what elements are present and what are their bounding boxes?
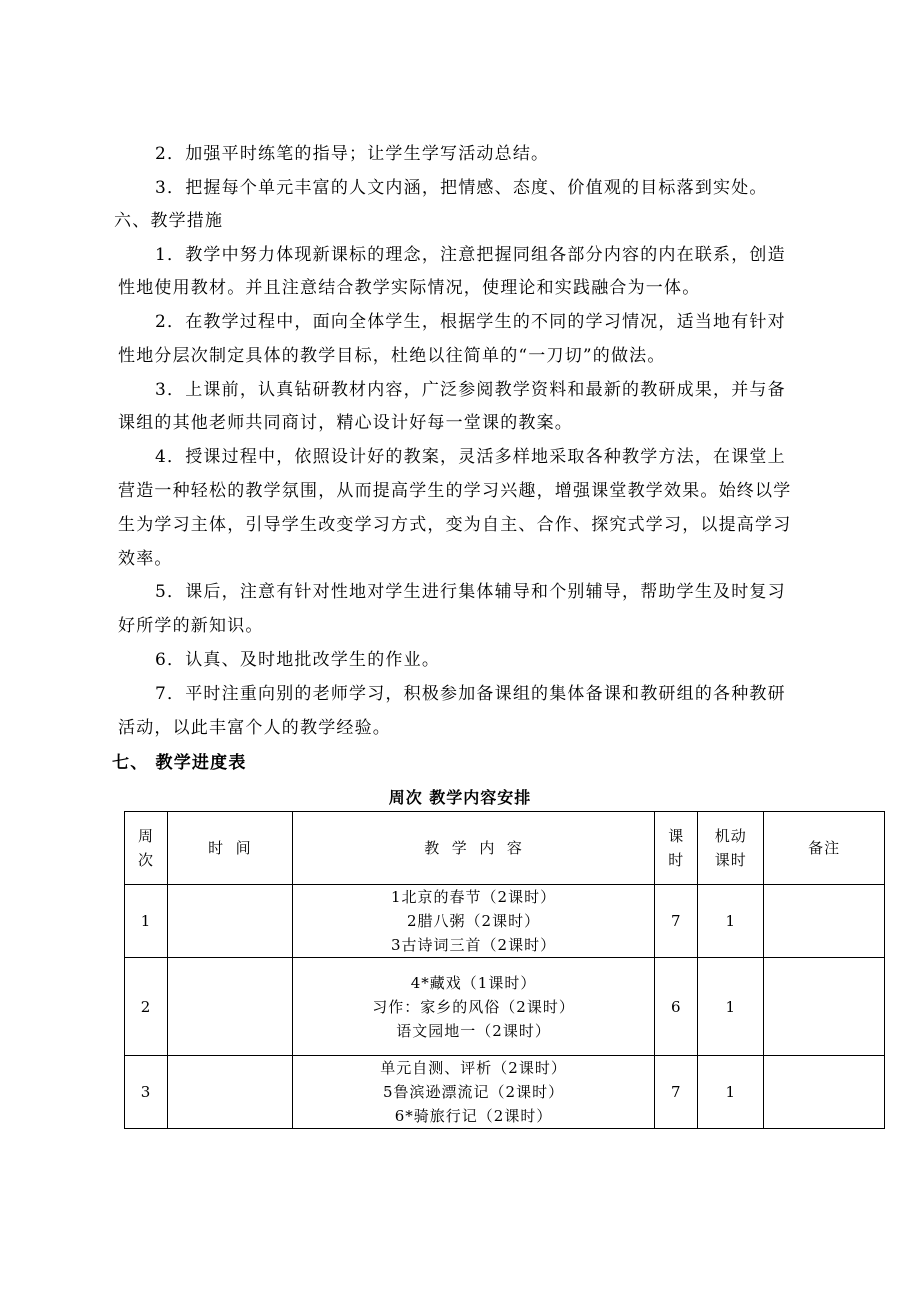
measure-1-line-1: 1．教学中努力体现新课标的理念，注意把握同组各部分内容的内在联系，创造 [155,245,786,265]
paragraph-item-2: 2．加强平时练笔的指导；让学生学写活动总结。 [155,144,550,164]
measure-1-line-2: 性地使用教材。并且注意结合教学实际情况，使理论和实践融合为一体。 [118,278,701,298]
row-3-week: 3 [125,1056,168,1129]
measure-4-line-2: 营造一种轻松的教学氛围，从而提高学生的学习兴趣，增强课堂教学效果。始终以学 [118,481,792,501]
row-2-week: 2 [125,958,168,1056]
table-caption: 周次 教学内容安排 [388,788,532,807]
row-1-content-line-2: 2腊八粥（2课时） [407,912,541,930]
row-1-content-line-1: 1北京的春节（2课时） [391,888,557,906]
header-week-line-2: 次 [137,851,154,869]
measure-7-line-2: 活动，以此丰富个人的教学经验。 [118,718,391,738]
measure-2-line-2: 性地分层次制定具体的教学目标，杜绝以往简单的“一刀切”的做法。 [118,346,666,366]
header-hours-line-1: 课 [668,827,685,845]
row-1-flex: 1 [698,885,764,958]
row-1-week: 1 [125,885,168,958]
row-1-time [167,885,292,958]
measure-4-line-3: 生为学习主体，引导学生改变学习方式，变为自主、合作、探究式学习，以提高学习 [118,515,792,535]
header-week [125,812,168,885]
section-7-heading: 七、 教学进度表 [112,753,247,773]
header-content: 教 学 内 容 [292,812,655,885]
row-1-note [764,885,885,958]
table-row [125,958,885,1056]
schedule-table [124,811,885,1129]
measure-5-line-2: 好所学的新知识。 [118,616,264,636]
header-time: 时 间 [167,812,292,885]
row-3-time [167,1056,292,1129]
table-header-row [125,812,885,885]
header-flex [698,812,764,885]
row-3-content [292,1056,655,1129]
measure-4-line-4: 效率。 [118,549,173,569]
row-3-content-line-3: 6*骑旅行记（2课时） [394,1107,553,1125]
row-2-flex: 1 [698,958,764,1056]
measure-3-line-2: 课组的其他老师共同商讨，精心设计好每一堂课的教案。 [118,413,573,433]
row-2-content-line-1: 4*藏戏（1课时） [410,973,537,992]
row-1-content [292,885,655,958]
measure-4-line-1: 4．授课过程中，依照设计好的教案，灵活多样地采取各种教学方法，在课堂上 [155,447,786,467]
header-flex-line-2: 课时 [714,851,747,869]
row-1-content-line-3: 3古诗词三首（2课时） [391,936,557,954]
header-flex-line-1: 机动 [714,827,747,845]
row-3-content-line-1: 单元自测、评析（2课时） [380,1059,567,1077]
row-3-hours: 7 [655,1056,698,1129]
table-row [125,1056,885,1129]
paragraph-item-3: 3．把握每个单元丰富的人文内涵，把情感、态度、价值观的目标落到实处。 [155,178,768,198]
measure-3-line-1: 3．上课前，认真钻研教材内容，广泛参阅教学资料和最新的教研成果，并与备 [155,380,786,400]
measure-7-line-1: 7．平时注重向别的老师学习，积极参加备课组的集体备课和教研组的各种教研 [155,684,786,704]
section-6-heading: 六、教学措施 [114,211,224,231]
row-2-hours: 6 [655,958,698,1056]
row-2-time [167,958,292,1056]
row-3-flex: 1 [698,1056,764,1129]
row-1-hours: 7 [655,885,698,958]
measure-2-line-1: 2．在教学过程中，面向全体学生，根据学生的不同的学习情况，适当地有针对 [155,312,786,332]
header-hours [655,812,698,885]
measure-5-line-1: 5．课后，注意有针对性地对学生进行集体辅导和个别辅导，帮助学生及时复习 [155,582,786,602]
measure-6-line-1: 6．认真、及时地批改学生的作业。 [155,650,441,670]
row-2-content [292,958,655,1056]
row-3-note [764,1056,885,1129]
header-hours-line-2: 时 [668,851,685,869]
header-week-line-1: 周 [137,827,154,845]
row-2-content-line-2: 习作：家乡的风俗（2课时） [372,997,575,1016]
row-2-note [764,958,885,1056]
row-2-content-line-3: 语文园地一（2课时） [396,1021,551,1040]
row-3-content-line-2: 5鲁滨逊漂流记（2课时） [383,1083,565,1101]
header-note: 备注 [764,812,885,885]
table-row [125,885,885,958]
